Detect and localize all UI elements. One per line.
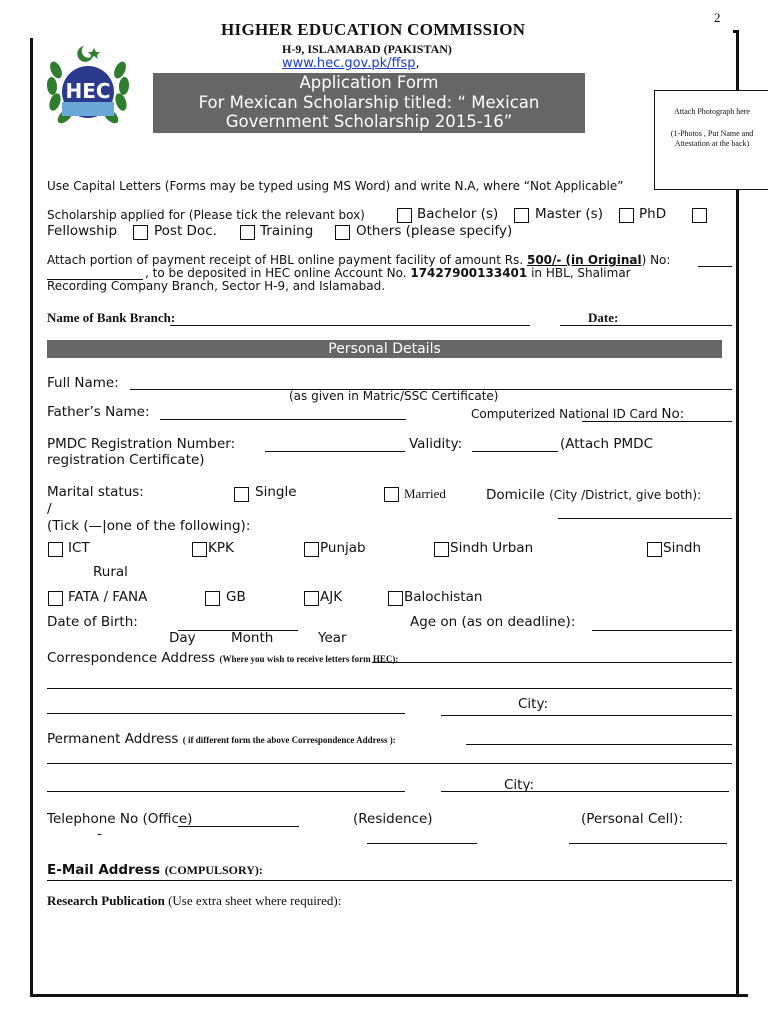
balochistan-checkbox[interactable] (388, 591, 403, 606)
corr-city-field[interactable] (441, 715, 732, 716)
date-label: Date: (588, 310, 619, 325)
sindh-rural-label: Sindh (663, 540, 702, 556)
sindh-rural-checkbox[interactable] (647, 542, 662, 557)
payment-text-b: , to be deposited in HEC online Account No. (145, 266, 411, 280)
website-line (282, 56, 420, 71)
perm-address-field-2[interactable] (47, 763, 732, 764)
postdoc-label: Post Doc. (154, 223, 217, 239)
residence-field[interactable] (367, 843, 477, 844)
payment-text-c: in HBL, Shalimar (527, 266, 631, 280)
pmdc-field[interactable] (265, 451, 405, 452)
dob-label: Date of Birth: (47, 614, 138, 630)
corr-address-note: (Where you wish to receive letters form HEC): (219, 654, 399, 664)
research-note: (Use extra sheet where required): (164, 893, 342, 908)
marital-label: Marital status: (47, 484, 144, 500)
others-checkbox[interactable] (335, 225, 350, 240)
fellowship-checkbox[interactable] (692, 208, 707, 223)
full-name-note: (as given in Matric/SSC Certificate) (289, 389, 499, 403)
married-label: Married (404, 486, 446, 501)
dob-day-label: Day (169, 630, 196, 646)
kpk-label: KPK (208, 540, 234, 556)
age-field[interactable] (592, 630, 732, 631)
corr-address-field-3[interactable] (47, 713, 405, 714)
receipt-no-line[interactable] (698, 266, 732, 267)
ajk-label: AJK (320, 589, 343, 605)
telephone-office-field[interactable] (178, 826, 299, 827)
bachelor-checkbox[interactable] (397, 208, 412, 223)
punjab-label: Punjab (320, 540, 366, 556)
email-field[interactable] (47, 880, 732, 881)
payment-no-label: ) No: (641, 253, 671, 267)
bachelor-label: Bachelor (s) (417, 206, 499, 222)
telephone-dash: - (97, 826, 102, 842)
org-name: HIGHER EDUCATION COMMISSION (221, 20, 526, 39)
corr-address-label (47, 647, 398, 666)
perm-address-label (47, 728, 396, 747)
married-checkbox[interactable] (384, 487, 399, 502)
pmdc-label: PMDC Registration Number: (47, 436, 236, 452)
form-title (153, 73, 585, 133)
others-label: Others (please specify) (356, 223, 513, 239)
date-field[interactable] (560, 325, 732, 326)
slash-mark: / (47, 501, 52, 517)
age-label: Age on (as on deadline): (410, 614, 576, 630)
research-label (47, 893, 341, 909)
ict-label: ICT (68, 540, 90, 556)
personal-cell-field[interactable] (569, 843, 727, 844)
pmdc-note: (Attach PMDC (560, 436, 654, 452)
dob-year-label: Year (318, 630, 347, 646)
account-number: 17427900133401 (410, 266, 528, 280)
gb-label: GB (226, 589, 246, 605)
gb-checkbox[interactable] (205, 591, 220, 606)
page-border-bottom (30, 994, 748, 997)
fata-checkbox[interactable] (48, 591, 63, 606)
corr-address-text: Correspondence Address (47, 650, 220, 666)
ajk-checkbox[interactable] (304, 591, 319, 606)
cnic-field[interactable] (582, 421, 732, 422)
form-title-line2: For Mexican Scholarship titled: “ Mexican (198, 92, 540, 112)
rural-label: Rural (93, 564, 128, 580)
training-checkbox[interactable] (240, 225, 255, 240)
master-checkbox[interactable] (514, 208, 529, 223)
scholarship-label: Scholarship applied for (Please tick the relevant box) (47, 208, 365, 222)
photo-box-title: Attach Photograph here (674, 107, 750, 116)
personal-cell-label: (Personal Cell): (581, 811, 683, 827)
photo-box[interactable] (654, 90, 768, 190)
validity-field[interactable] (472, 451, 558, 452)
email-note: (COMPULSORY): (164, 863, 263, 877)
father-name-field[interactable] (160, 419, 406, 420)
bank-branch-label: Name of Bank Branch: (47, 310, 176, 325)
page-number: 2 (714, 10, 721, 25)
org-address: H-9, ISLAMABAD (PAKISTAN) (282, 42, 452, 56)
sindh-urban-checkbox[interactable] (434, 542, 449, 557)
punjab-checkbox[interactable] (304, 542, 319, 557)
sindh-urban-label: Sindh Urban (450, 540, 534, 556)
domicile-text: Domicile (486, 487, 550, 503)
perm-city-field[interactable] (441, 791, 729, 792)
cnic-label (471, 406, 684, 422)
single-label: Single (255, 484, 297, 500)
fellowship-label: Fellowship (47, 223, 118, 239)
pmdc-note-2: registration Certificate) (47, 452, 205, 468)
training-label: Training (260, 223, 314, 239)
cnic-no: No: (661, 406, 685, 422)
payment-line2 (145, 266, 631, 280)
dob-month-label: Month (231, 630, 274, 646)
corr-city-label: City: (518, 696, 549, 712)
perm-address-field-1[interactable] (466, 744, 732, 745)
kpk-checkbox[interactable] (192, 542, 207, 557)
page-border-corner (733, 30, 739, 33)
phd-label: PhD (639, 206, 667, 222)
form-title-line3: Government Scholarship 2015-16” (225, 112, 513, 131)
payment-line3: Recording Company Branch, Sector H-9, and Islamabad. (47, 279, 386, 293)
residence-label: (Residence) (353, 811, 433, 827)
research-text: Research Publication (47, 893, 165, 908)
payment-text-a: Attach portion of payment receipt of HBL online payment facility of amount Rs. (47, 253, 527, 267)
photo-box-note: (1-Photos , Put Name and Attestation at the back) (670, 129, 754, 148)
corr-address-field-2[interactable] (47, 688, 732, 689)
instructions: Use Capital Letters (Forms may be typed using MS Word) and write N.A, where “Not Applicable” (47, 179, 624, 193)
perm-city-label: City: (504, 777, 535, 793)
corr-address-field-1[interactable] (372, 662, 732, 663)
bank-branch-field[interactable] (170, 325, 530, 326)
father-name-label: Father’s Name: (47, 404, 150, 420)
section-title: Personal Details (47, 340, 722, 358)
svg-text:HEC: HEC (65, 79, 111, 103)
single-checkbox[interactable] (234, 487, 249, 502)
full-name-label: Full Name: (47, 375, 119, 391)
payment-amount: 500/- (in Original (526, 253, 642, 267)
domicile-note: (City /District, give both): (549, 488, 702, 502)
perm-address-field-3[interactable] (47, 791, 405, 792)
page-border-left (30, 38, 33, 996)
validity-label: Validity: (409, 436, 463, 452)
fata-label: FATA / FANA (68, 589, 148, 605)
website-suffix: , (415, 56, 420, 71)
website-link[interactable]: www.hec.gov.pk/ffsp (282, 56, 416, 71)
master-label: Master (s) (535, 206, 603, 222)
domicile-field[interactable] (558, 518, 732, 519)
tick-instruction: (Tick (—|one of the following): (47, 518, 251, 534)
perm-address-note: ( if different form the above Correspondence Address ): (182, 735, 396, 745)
form-title-line1: Application Form (299, 73, 439, 92)
email-text: E-Mail Address (47, 862, 165, 878)
telephone-office-label: Telephone No (Office) (47, 811, 193, 827)
hec-logo-icon (44, 40, 132, 130)
cnic-text: Computerized National ID Card (471, 407, 662, 421)
perm-address-text: Permanent Address (47, 731, 183, 747)
payment-line1 (47, 253, 670, 267)
email-label (47, 859, 263, 878)
balochistan-label: Balochistan (404, 589, 483, 605)
postdoc-checkbox[interactable] (133, 225, 148, 240)
phd-checkbox[interactable] (619, 208, 634, 223)
ict-checkbox[interactable] (48, 542, 63, 557)
domicile-label (486, 484, 701, 503)
